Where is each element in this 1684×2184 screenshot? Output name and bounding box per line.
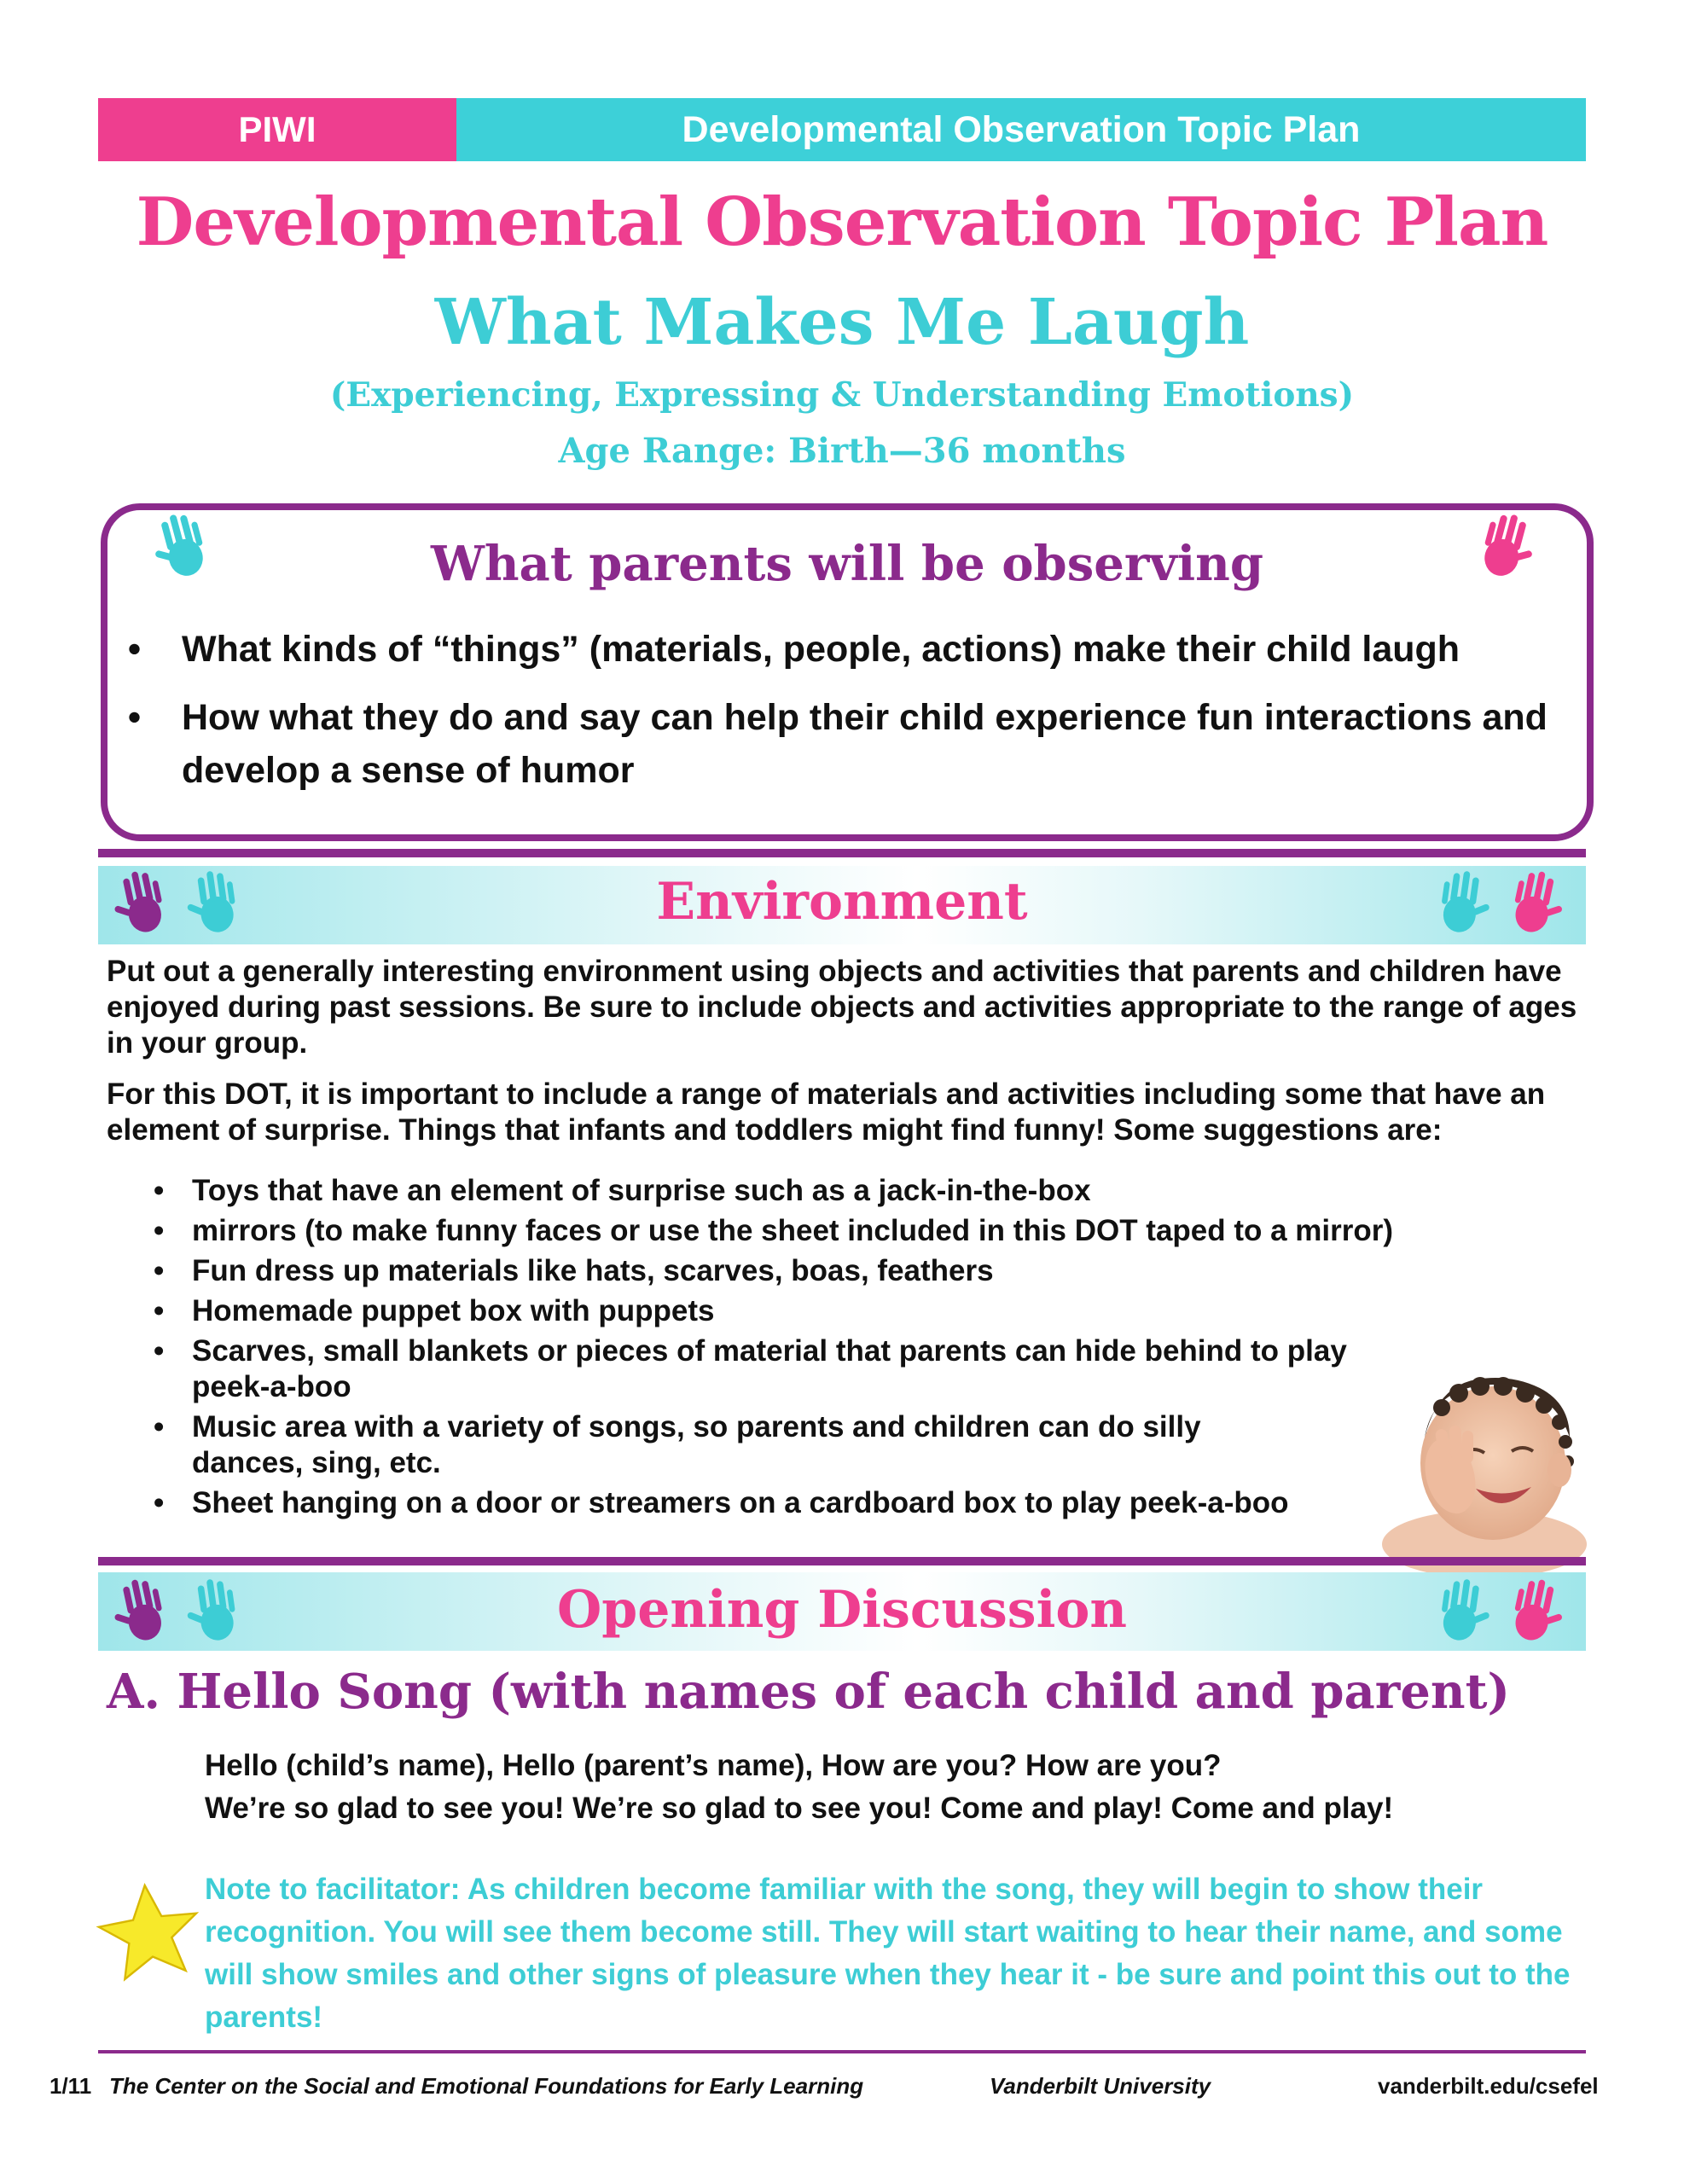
laughing-baby-image [1356,1369,1587,1557]
footer-url[interactable]: vanderbilt.edu/csefel [1378,2073,1599,2099]
list-item: • Music area with a variety of songs, so parents and children can do silly dances, sing, etc. [154,1409,1301,1481]
domain-subtitle: (Experiencing, Expressing & Understanding Emotions) [329,375,1355,415]
footer-org: The Center on the Social and Emotional Foundations for Early Learning [109,2073,864,2099]
star-icon [98,1881,200,1984]
footer-divider [98,2050,1586,2053]
list-item: • Sheet hanging on a door or streamers on a cardboard box to play peek-a-boo [154,1485,1429,1521]
header-left-label: PIWI [238,109,316,149]
list-item: • Scarves, small blankets or pieces of material that parents can hide behind to play peek-a-boo [154,1333,1386,1405]
hello-song-title: A. Hello Song (with names of each child and parent) [107,1664,1510,1720]
header-right-bar [456,98,1586,161]
song-lyric-line: Hello (child’s name), Hello (parent’s name), How are you? How are you? [205,1749,1222,1782]
topic-title: What Makes Me Laugh [434,286,1250,359]
environment-heading: Environment [656,872,1028,932]
environment-list [154,1173,1394,1525]
section-divider [98,849,1586,857]
list-item: • mirrors (to make funny faces or use the sheet included in this DOT taped to a mirror) [154,1213,1514,1249]
song-lyric-line: We’re so glad to see you! We’re so glad to see you! Come and play! Come and play! [205,1792,1394,1825]
list-item: • Toys that have an element of surprise such as a jack-in-the-box [154,1173,1348,1209]
list-item: • What kinds of “things” (materials, people, actions) make their child laugh [128,623,1561,676]
opening-heading: Opening Discussion [556,1580,1128,1640]
list-item: • Fun dress up materials like hats, scarves, boas, feathers [154,1253,1348,1289]
header-left-bar [98,98,456,161]
header-right-label: Developmental Observation Topic Plan [682,108,1361,150]
environment-paragraph: For this DOT, it is important to include a range of materials and activities including some that have an element of surprise. Things that infants and toddlers might find funny! Some suggestions are: [107,1077,1546,1147]
age-range: Age Range: Birth—36 months [558,431,1126,471]
list-item: • How what they do and say can help their child experience fun interactions and develop a sense of humor [128,691,1561,797]
main-title: Developmental Observation Topic Plan [136,183,1548,261]
footer-university: Vanderbilt University [990,2073,1211,2099]
observing-heading: What parents will be observing [430,536,1264,592]
facilitator-note: Note to facilitator: As children become familiar with the song, they will begin to show their recognition. You will see them become still. They will start waiting to hear their name, and some will show smiles and other signs of pleasure when they hear it - be sure and point this out to the parents! [205,1873,1571,2034]
environment-paragraph: Put out a generally interesting environment using objects and activities that parents and children have enjoyed during past sessions. Be sure to include objects and activities appropriate to the range of ages in your group. [107,955,1577,1060]
list-item: • Homemade puppet box with puppets [154,1293,1348,1329]
observing-list [128,623,1561,812]
section-divider [98,1557,1586,1565]
page-number: 1/11 [49,2073,92,2099]
